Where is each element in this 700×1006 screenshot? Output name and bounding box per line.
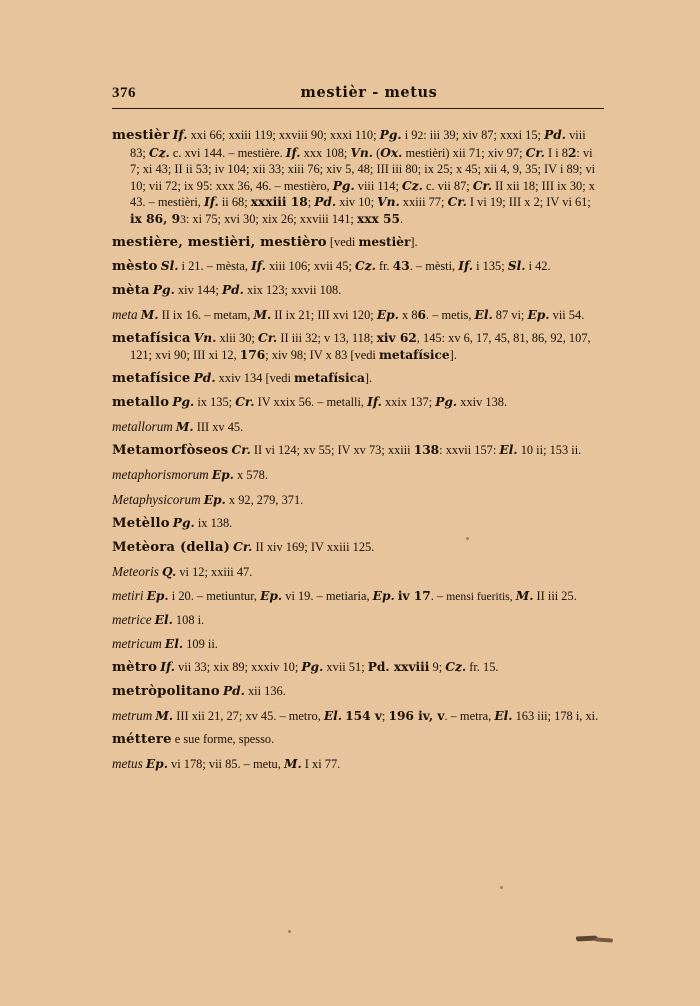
dictionary-entry xyxy=(112,127,604,227)
entry-references: If. xxi 66; xxiii 119; xxviii 90; xxxi 110; Pg. i 92: iii 39; xiv 87; xxxi 15; Pd. viii 83; Cz. c. xvi 144. – mestière. If. xxx 108; Vn. (Ox. mestièri) xii 71; xiv 97; Cr. I i 82: vi 7; xi 43; II ii 53; iv 104; xii 33; xiii 76; xiv 5, 48; III iii 80; ix 25; x 45; xii 4, 9, 35; IV i 89; vi 10; vii 72; ix 95: xxx 36, 46. – mestièro, Pg. viii 114; Cz. c. vii 87; Cr. II xii 18; III ix 30; x 43. – mestièri, If. ii 68; xxxiii 18; Pd. xiv 10; Vn. xxiii 77; Cr. I vi 19; III x 2; IV vi 61; ix 86, 93: xi 75; xvi 30; xix 26; xxviii 141; xxx 55. xyxy=(130,128,596,226)
paper-speck xyxy=(288,930,291,933)
dictionary-entry xyxy=(112,539,604,557)
entry-headword: metallo xyxy=(112,395,170,411)
entry-references: El. 108 i. xyxy=(154,612,205,627)
entry-references: Ep. x 92, 279, 371. xyxy=(203,492,304,507)
entry-headword: metrice xyxy=(112,611,152,627)
entry-headword: metiri xyxy=(112,587,144,603)
entry-headword: Metèora (della) xyxy=(112,539,231,555)
dictionary-entry xyxy=(112,659,604,677)
dictionary-entry xyxy=(112,635,604,653)
entry-references: e sue forme, spesso. xyxy=(174,731,275,746)
entry-references: Pg. ix 135; Cr. IV xxix 56. – metalli, If. xxix 137; Pg. xxiv 138. xyxy=(172,395,508,410)
entry-references: M. II ix 16. – metam, M. II ix 21; III xvi 120; Ep. x 86. – metis, El. 87 vi; Ep. vii 54. xyxy=(140,307,585,322)
dictionary-entry xyxy=(112,234,604,252)
entry-references: Cr. II xiv 169; IV xxiii 125. xyxy=(233,539,375,554)
entry-headword: Metamorfòseos xyxy=(112,443,229,459)
ink-smudge xyxy=(576,935,622,944)
entry-headword: metallorum xyxy=(112,419,173,435)
entry-headword: metafísice xyxy=(112,371,191,387)
entry-references: Sl. i 21. – mèsta, If. xiii 106; xvii 45; Cz. fr. 43. – mèsti, If. i 135; Sl. i 42. xyxy=(160,258,551,273)
entry-references: Pg. ix 138. xyxy=(172,515,233,530)
dictionary-entry xyxy=(112,491,604,509)
dictionary-entry xyxy=(112,466,604,484)
entry-references: Pd. xii 136. xyxy=(222,683,286,698)
running-head: mestièr - metus xyxy=(300,84,438,101)
dictionary-entry xyxy=(112,683,604,701)
entry-headword: metafísica xyxy=(112,330,191,346)
paper-speck xyxy=(466,537,469,540)
entry-headword: Metaphysicorum xyxy=(112,491,201,507)
entry-headword: mètro xyxy=(112,659,158,675)
entry-headword: mèsto xyxy=(112,258,158,274)
dictionary-entry xyxy=(112,611,604,629)
entry-headword: metaphorismorum xyxy=(112,467,209,483)
entry-headword: metricum xyxy=(112,635,162,651)
dictionary-entry xyxy=(112,587,604,605)
dictionary-entry xyxy=(112,755,604,773)
entry-references: Ep. x 578. xyxy=(211,468,268,483)
entry-references: El. 109 ii. xyxy=(164,636,218,651)
entry-headword: meta xyxy=(112,306,138,322)
entry-references: Ep. vi 178; vii 85. – metu, M. I xi 77. xyxy=(145,757,341,772)
entry-headword: mestière, mestièri, mestièro xyxy=(112,234,327,250)
entry-references: Cr. II vi 124; xv 55; IV xv 73; xxiii 138: xxvii 157: El. 10 ii; 153 ii. xyxy=(231,443,582,458)
entry-headword: méttere xyxy=(112,731,172,747)
entry-references: Pg. xiv 144; Pd. xix 123; xxvii 108. xyxy=(152,282,342,297)
paper-speck xyxy=(500,886,503,889)
dictionary-entry xyxy=(112,258,604,276)
page-number: 376 xyxy=(112,85,136,101)
header-rule xyxy=(112,108,604,109)
entry-headword: Meteoris xyxy=(112,563,159,579)
entry-headword: metrum xyxy=(112,707,153,723)
dictionary-entry xyxy=(112,731,604,749)
entry-references: If. vii 33; xix 89; xxxiv 10; Pg. xvii 51; Pd. xxviii 9; Cz. fr. 15. xyxy=(160,659,499,674)
entry-headword: Metèllo xyxy=(112,515,170,531)
dictionary-entry xyxy=(112,306,604,324)
dictionary-entry xyxy=(112,563,604,581)
dictionary-entry xyxy=(112,394,604,412)
entry-headword: mèta xyxy=(112,282,150,298)
entry-references: Q. vi 12; xxiii 47. xyxy=(162,564,253,579)
dictionary-entry xyxy=(112,515,604,533)
entry-references: Ep. i 20. – metiuntur, Ep. vi 19. – metiaria, Ep. iv 17. – mensi fueritis, M. II iii 25. xyxy=(146,588,577,603)
dictionary-entry xyxy=(112,370,604,388)
page-header xyxy=(112,84,604,104)
entry-headword: metus xyxy=(112,756,143,772)
entry-headword: metròpolitano xyxy=(112,683,220,699)
entry-references: Vn. xlii 30; Cr. II iii 32; v 13, 118; xiv 62, 145: xv 6, 17, 45, 81, 86, 92, 107, 121; xvi 90; III xi 12, 176; xiv 98; IV x 83 [vedi metafísice]. xyxy=(130,330,591,363)
entry-references: Pd. xxiv 134 [vedi metafísica]. xyxy=(193,371,373,386)
dictionary-entry xyxy=(112,707,604,725)
entry-list xyxy=(112,127,604,773)
entry-headword: mestièr xyxy=(112,128,170,143)
dictionary-entry xyxy=(112,418,604,436)
entry-references: M. III xii 21, 27; xv 45. – metro, El. 154 v; 196 iv, v. – metra, El. 163 iii; 178 i, xi. xyxy=(155,708,599,723)
dictionary-entry xyxy=(112,282,604,300)
dictionary-entry xyxy=(112,330,604,364)
entry-references: M. III xv 45. xyxy=(175,420,244,435)
entry-references: [vedi mestièr]. xyxy=(329,234,418,249)
dictionary-entry xyxy=(112,442,604,460)
